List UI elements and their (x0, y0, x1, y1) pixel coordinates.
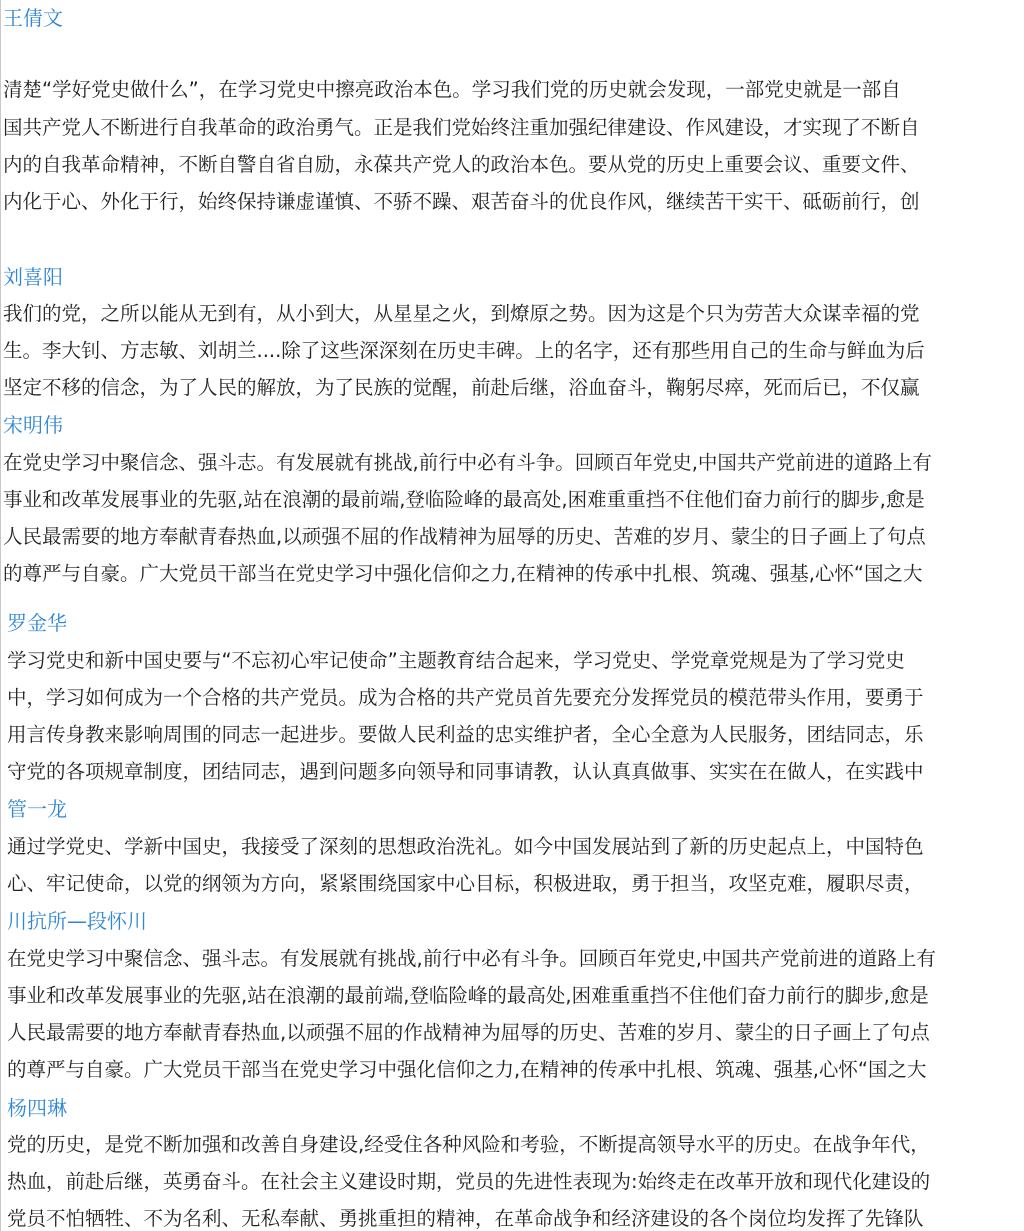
paragraph-line: 生。李大钊、方志敏、刘胡兰....除了这些深深刻在历史丰碑。上的名字，还有那些用自己的生命与鲜血为后 (3, 339, 925, 362)
author-name[interactable]: 川抗所—段怀川 (7, 909, 147, 933)
author-name[interactable]: 刘喜阳 (3, 265, 63, 289)
paragraph-line: 中，学习如何成为一个合格的共产党员。成为合格的共产党员首先要充分发挥党员的模范带头作用，要勇于 (7, 686, 924, 709)
paragraph-line: 内化于心、外化于行，始终保持谦虚谨慎、不骄不躁、艰苦奋斗的优良作风，继续苦干实干、砥砺前行，创 (3, 190, 920, 213)
author-name[interactable]: 宋明伟 (3, 413, 63, 437)
author-name[interactable]: 管一龙 (7, 797, 67, 821)
paragraph-line: 人民最需要的地方奉献青春热血,以顽强不屈的作战精神为屈辱的历史、苦难的岁月、蒙尘的日子画上了句点 (7, 1021, 930, 1044)
paragraph-line: 内的自我革命精神，不断自警自省自励，永葆共产党人的政治本色。要从党的历史上重要会议、重要文件、 (3, 153, 920, 176)
paragraph-line: 事业和改革发展事业的先驱,站在浪潮的最前端,登临险峰的最高处,困难重重挡不住他们奋力前行的脚步,愈是 (3, 488, 925, 511)
author-name[interactable]: 王倩文 (3, 6, 63, 30)
paragraph-line: 事业和改革发展事业的先驱,站在浪潮的最前端,登临险峰的最高处,困难重重挡不住他们奋力前行的脚步,愈是 (7, 984, 929, 1007)
paragraph-line: 国共产党人不断进行自我革命的政治勇气。正是我们党始终注重加强纪律建设、作风建设，才实现了不断自 (3, 116, 920, 139)
paragraph-line: 的尊严与自豪。广大党员干部当在党史学习中强化信仰之力,在精神的传承中扎根、筑魂、强基,心怀“国之大 (7, 1058, 927, 1081)
paragraph-line: 我们的党，之所以能从无到有，从小到大，从星星之火，到燎原之势。因为这是个只为劳苦大众谋幸福的党 (3, 302, 920, 325)
paragraph-line: 的尊严与自豪。广大党员干部当在党史学习中强化信仰之力,在精神的传承中扎根、筑魂、强基,心怀“国之大 (3, 562, 923, 585)
author-name[interactable]: 罗金华 (7, 611, 67, 635)
paragraph-line: 守党的各项规章制度，团结同志，遇到问题多向领导和同事请教，认认真真做事、实实在在做人，在实践中 (7, 760, 924, 783)
paragraph-line: 清楚“学好党史做什么”，在学习党史中擦亮政治本色。学习我们党的历史就会发现，一部党史就是一部自 (3, 78, 901, 101)
paragraph-line: 心、牢记使命，以党的纲领为方向，紧紧围绕国家中心目标，积极进取，勇于担当，攻坚克难，履职尽责， (7, 872, 924, 895)
paragraph-line: 用言传身教来影响周围的同志一起进步。要做人民利益的忠实维护者，全心全意为人民服务，团结同志，乐 (7, 723, 924, 746)
paragraph-line: 通过学党史、学新中国史，我接受了深刻的思想政治洗礼。如今中国发展站到了新的历史起点上，中国特色 (7, 835, 924, 858)
paragraph-line: 在党史学习中聚信念、强斗志。有发展就有挑战,前行中必有斗争。回顾百年党史,中国共产党前进的道路上有 (3, 451, 932, 474)
paragraph-line: 在党史学习中聚信念、强斗志。有发展就有挑战,前行中必有斗争。回顾百年党史,中国共产党前进的道路上有 (7, 947, 936, 970)
paragraph-line: 学习党史和新中国史要与“不忘初心牢记使命”主题教育结合起来，学习党史、学党章党规是为了学习党史 (7, 649, 905, 672)
paragraph-line: 坚定不移的信念，为了人民的解放，为了民族的觉醒，前赴后继，浴血奋斗，鞠躬尽瘁，死而后已，不仅赢 (3, 376, 920, 399)
author-name[interactable]: 杨四琳 (7, 1096, 67, 1120)
paragraph-line: 人民最需要的地方奉献青春热血,以顽强不屈的作战精神为屈辱的历史、苦难的岁月、蒙尘的日子画上了句点 (3, 525, 926, 548)
paragraph-line: 党员不怕牺牲、不为名利、无私奉献、勇挑重担的精神，在革命战争和经济建设的各个岗位均发挥了先锋队 (7, 1207, 924, 1230)
paragraph-line: 热血，前赴后继，英勇奋斗。在社会主义建设时期，党员的先进性表现为:始终走在改革开放和现代化建设的 (7, 1170, 931, 1193)
paragraph-line: 党的历史，是党不断加强和改善自身建设,经受住各种风险和考验，不断提高领导水平的历史。在战争年代， (7, 1133, 930, 1156)
